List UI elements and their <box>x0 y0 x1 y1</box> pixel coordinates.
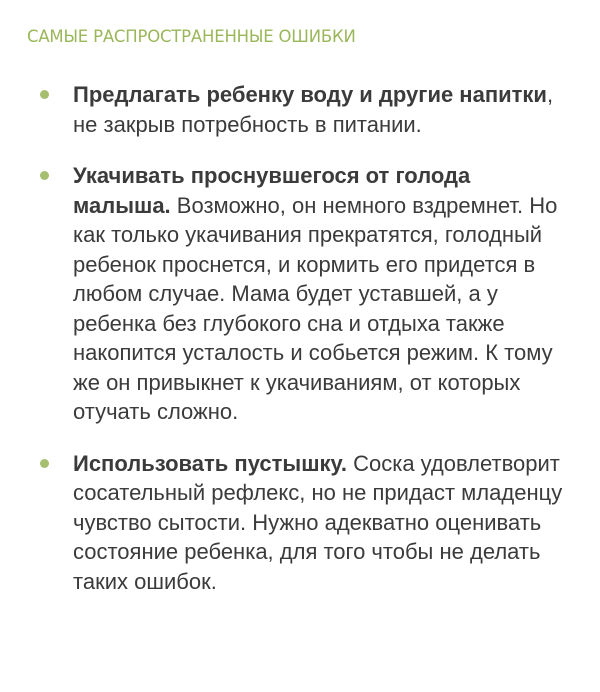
section-heading: САМЫЕ РАСПРОСТРАНЕННЫЕ ОШИБКИ <box>27 27 356 46</box>
item-text: , не закрыв потребность в питании. <box>73 82 554 137</box>
item-text: Соска удовлетворит сосательный рефлекс, но не придаст младенцу чувство сытости. Нужно адекватно оценивать состояние ребенка, для того чтобы не делать таких ошибок. <box>73 450 563 594</box>
list-item <box>0 449 600 597</box>
item-lead: Использовать пустышку. <box>73 450 347 476</box>
list-item <box>0 161 600 427</box>
item-text: Возможно, он немного вздремнет. Но как только укачивания прекратятся, голодный ребенок проснется, и кормить его придется в любом случае. Мама будет уставшей, а у ребенка без глубокого сна и отдыха также накопится усталость и собьется режим. К тому же он привыкнет к укачиваниям, от которых отучать сложно. <box>73 192 558 424</box>
mistakes-list <box>0 80 600 618</box>
bullet-icon <box>40 171 49 180</box>
bullet-icon <box>40 90 49 99</box>
bullet-icon <box>40 459 49 468</box>
item-lead: Укачивать проснувшегося от голода малыша. <box>73 163 471 218</box>
list-item <box>0 80 600 139</box>
item-lead: Предлагать ребенку воду и другие напитки <box>73 82 547 107</box>
